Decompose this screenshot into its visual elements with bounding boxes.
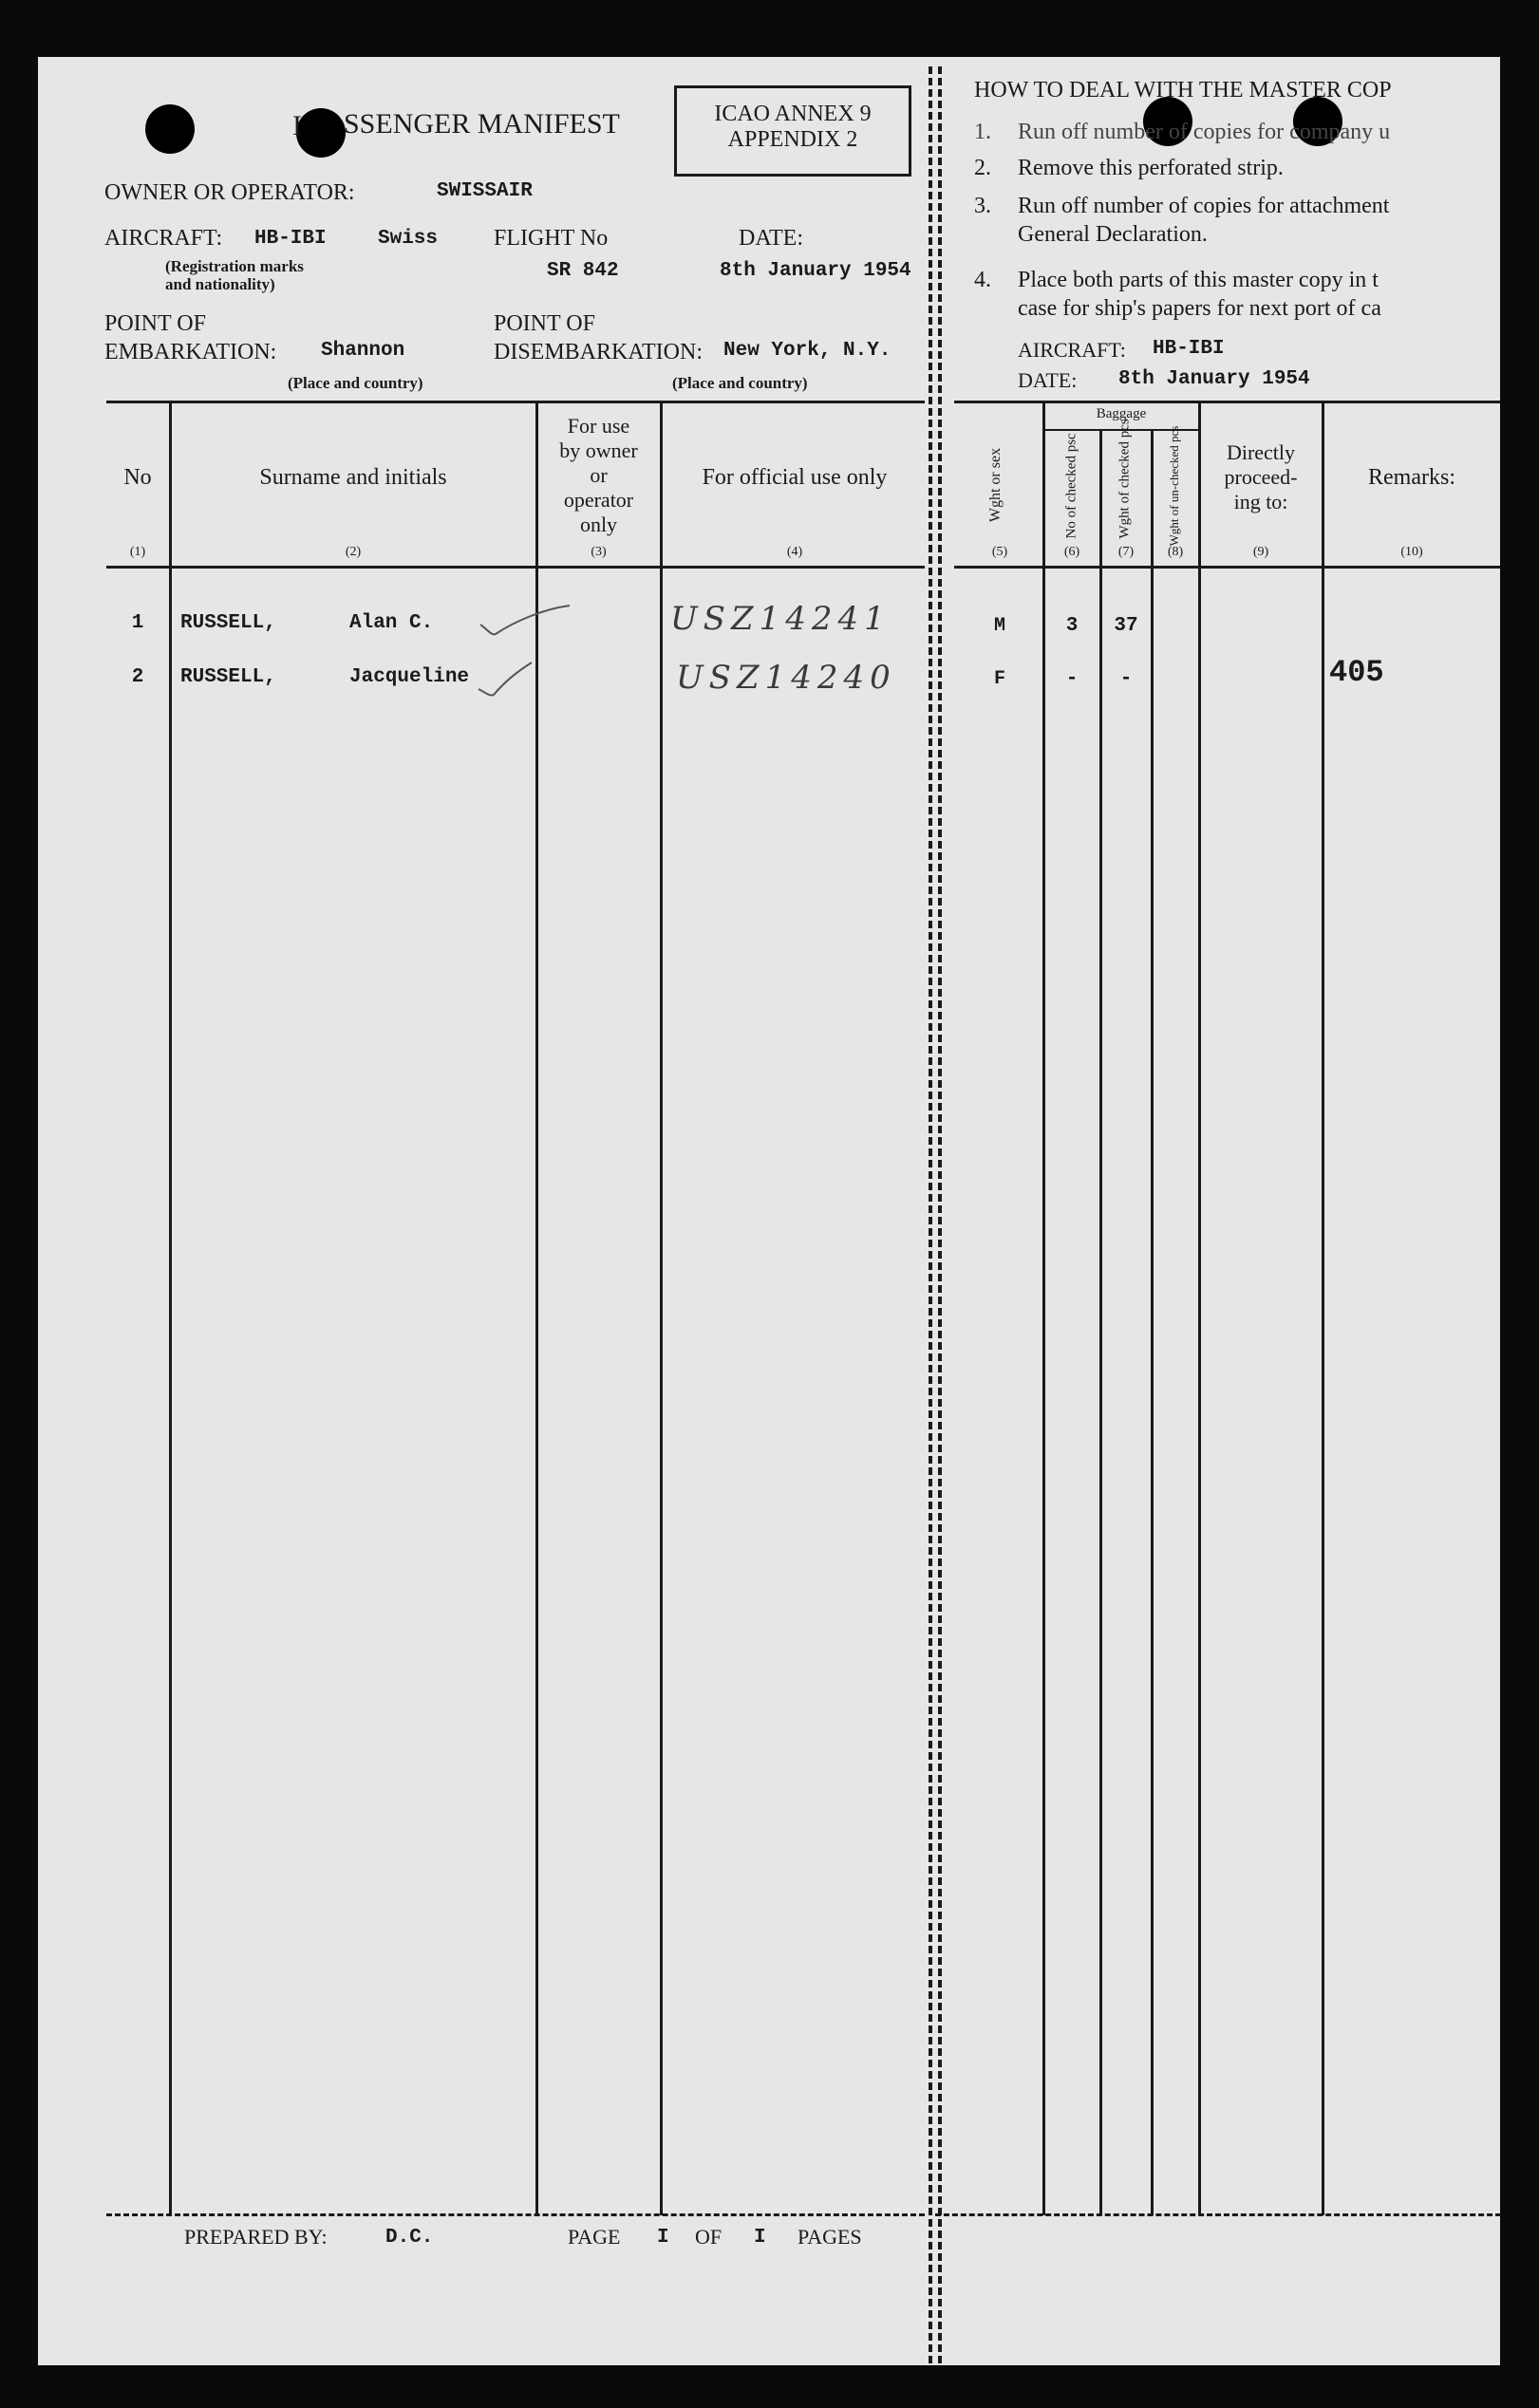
owner-use-line: only — [579, 513, 618, 536]
column-divider — [1322, 402, 1324, 2215]
perforation-line — [929, 66, 932, 2363]
manifest-page — [38, 57, 1500, 2365]
passenger-sex: M — [993, 615, 1005, 637]
embarkation-label1: POINT OF — [104, 311, 206, 336]
owner-label: OWNER OR OPERATOR: — [104, 180, 355, 205]
aircraft-note1: (Registration marks — [165, 257, 304, 275]
strip-date-label: DATE: — [1018, 368, 1078, 392]
passenger-surname: RUSSELL, — [180, 612, 276, 634]
instruction-num: 4. — [974, 268, 991, 292]
disembarkation-note: (Place and country) — [672, 374, 808, 392]
disembarkation-label1: POINT OF — [494, 311, 595, 336]
aircraft-note2: and nationality) — [165, 275, 275, 293]
column-num: (10) — [1400, 545, 1423, 559]
page-label: PAGE — [568, 2225, 621, 2249]
strip-aircraft-value: HB-IBI — [1153, 338, 1225, 360]
passenger-surname: RUSSELL, — [180, 666, 276, 688]
column-header-weight-sex: Wght or sex — [987, 447, 1004, 523]
strip-date-value: 8th January 1954 — [1118, 368, 1310, 390]
instruction-text: case for ship's papers for next port of ca — [1018, 296, 1381, 321]
header-bottom-rule — [954, 566, 1500, 569]
icao-line2: APPENDIX 2 — [727, 127, 858, 152]
prepared-value: D.C. — [385, 2227, 434, 2249]
table-bottom-rule — [106, 2213, 925, 2216]
column-header-no: No — [123, 465, 152, 490]
column-num: (1) — [129, 545, 146, 559]
passenger-initials: Alan C. — [349, 612, 434, 634]
disembarkation-value: New York, N.Y. — [723, 340, 891, 362]
directly-line: Directly — [1226, 440, 1296, 464]
column-header-directly — [1200, 440, 1322, 514]
table-top-rule — [106, 401, 925, 403]
page-total: I — [754, 2227, 766, 2249]
column-divider — [1099, 429, 1102, 2215]
column-divider — [1198, 402, 1201, 2215]
embarkation-note: (Place and country) — [288, 374, 423, 392]
directly-line: proceed- — [1224, 465, 1298, 489]
check-mark-icon — [475, 602, 579, 706]
passenger-no: 2 — [131, 666, 144, 688]
column-divider — [1151, 429, 1154, 2215]
passenger-remarks: 405 — [1329, 655, 1384, 690]
instruction-text: General Declaration. — [1018, 222, 1208, 247]
passenger-checked-wght: 37 — [1114, 615, 1138, 637]
icao-box — [674, 85, 911, 177]
punch-hole — [145, 104, 195, 154]
instruction-num: 2. — [974, 156, 991, 180]
passenger-checked-wght: - — [1119, 668, 1133, 690]
column-header-unchecked: Wght of un-checked pcs — [1167, 425, 1181, 547]
column-header-official: For official use only — [702, 465, 888, 490]
passenger-official-handwritten: USZ14240 — [676, 659, 896, 697]
flight-value: SR 842 — [547, 260, 619, 282]
column-num: (6) — [1063, 545, 1080, 559]
column-num: (2) — [345, 545, 362, 559]
instruction-text: Place both parts of this master copy in t — [1018, 268, 1379, 292]
column-divider — [660, 402, 663, 2215]
column-divider — [169, 402, 172, 2215]
instruction-num: 3. — [974, 194, 991, 218]
aircraft-value: HB-IBI — [254, 228, 327, 250]
page-of: OF — [695, 2225, 723, 2249]
owner-use-line: operator — [563, 488, 634, 512]
title-fragment: I — [292, 110, 302, 141]
directly-line: ing to: — [1233, 490, 1288, 513]
owner-value: SWISSAIR — [437, 180, 533, 202]
column-num: (5) — [991, 545, 1008, 559]
column-header-remarks: Remarks: — [1368, 465, 1455, 490]
passenger-official-handwritten: USZ14241 — [670, 600, 891, 638]
icao-line1: ICAO ANNEX 9 — [714, 102, 872, 126]
instruction-text: Run off number of copies for company u — [1018, 120, 1391, 144]
passenger-checked-pcs: - — [1065, 668, 1079, 690]
instruction-text: Remove this perforated strip. — [1018, 156, 1284, 180]
column-num: (9) — [1252, 545, 1269, 559]
pages-label: PAGES — [798, 2225, 862, 2249]
punch-hole — [296, 108, 346, 158]
column-header-surname: Surname and initials — [259, 465, 447, 490]
table-top-rule — [954, 401, 1500, 403]
date-value: 8th January 1954 — [720, 260, 911, 282]
owner-use-line: For use — [567, 414, 630, 438]
column-header-owner-use — [537, 414, 660, 537]
flight-label: FLIGHT No — [494, 226, 609, 251]
header-bottom-rule — [106, 566, 925, 569]
passenger-initials: Jacqueline — [349, 666, 470, 688]
passenger-checked-pcs: 3 — [1065, 615, 1079, 637]
aircraft-label: AIRCRAFT: — [104, 226, 223, 251]
perforation-line — [938, 66, 942, 2363]
instruction-text: Run off number of copies for attachment — [1018, 194, 1390, 218]
owner-use-line: by owner — [559, 439, 638, 462]
column-num: (8) — [1167, 545, 1184, 559]
instruction-num: 1. — [974, 120, 991, 144]
prepared-label: PREPARED BY: — [184, 2225, 328, 2249]
instructions-heading: HOW TO DEAL WITH THE MASTER COP — [974, 78, 1392, 103]
column-num: (3) — [591, 545, 607, 559]
passenger-sex: F — [993, 668, 1005, 690]
column-header-checked-pcs: No of checked psc — [1063, 433, 1079, 539]
date-label: DATE: — [739, 226, 803, 251]
disembarkation-label2: DISEMBARKATION: — [494, 340, 704, 364]
passenger-no: 1 — [131, 612, 144, 634]
aircraft-nationality: Swiss — [378, 228, 439, 250]
strip-aircraft-label: AIRCRAFT: — [1018, 338, 1126, 362]
page-title: SSENGER MANIFEST — [344, 108, 620, 140]
table-bottom-rule — [935, 2213, 1501, 2216]
embarkation-value: Shannon — [321, 340, 405, 362]
column-num: (4) — [786, 545, 803, 559]
column-header-checked-wght: Wght of checked pcs — [1117, 419, 1133, 539]
page-number: I — [657, 2227, 669, 2249]
baggage-header: Baggage — [1096, 406, 1147, 421]
embarkation-label2: EMBARKATION: — [104, 340, 277, 364]
owner-use-line: or — [590, 463, 608, 487]
column-num: (7) — [1117, 545, 1135, 559]
